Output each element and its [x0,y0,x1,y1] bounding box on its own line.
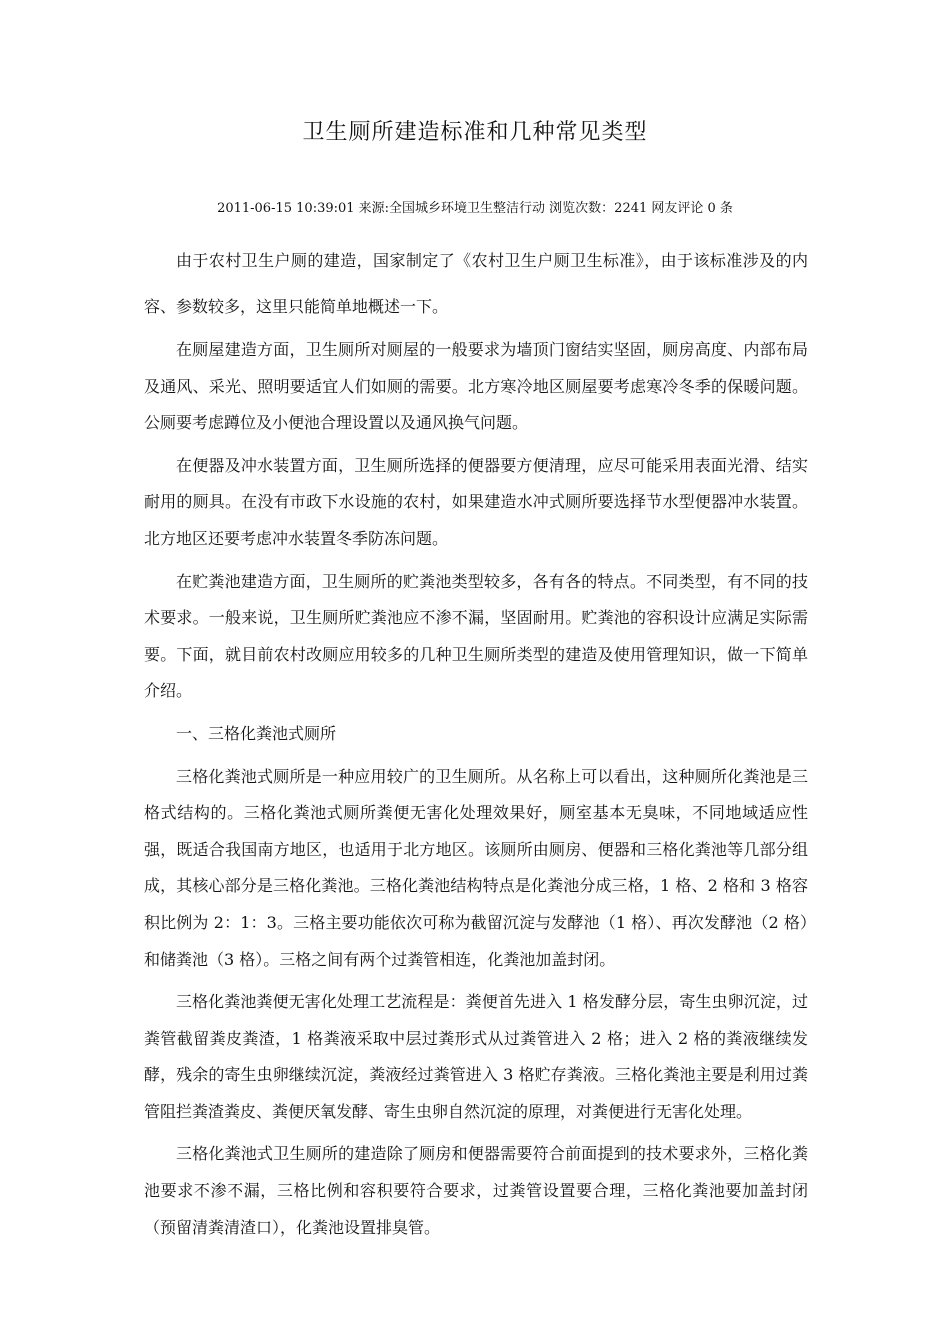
article-meta: 2011-06-15 10:39:01 来源:全国城乡环境卫生整洁行动 浏览次数：2241 网友评论 0 条 [217,201,733,216]
article-body [144,332,808,1246]
paragraph-storage-tank: 在贮粪池建造方面，卫生厕所的贮粪池类型较多，各有各的特点。不同类型，有不同的技术要求。一般来说，卫生厕所贮粪池应不渗不漏，坚固耐用。贮粪池的容积设计应满足实际需要。下面，就目前农村改厕应用较多的几种卫生厕所类型的建造及使用管理知识，做一下简单介绍。 [144,571,808,701]
section-heading-three-compartment: 一、三格化粪池式厕所 [176,723,337,743]
paragraph-toilet-house: 在厕屋建造方面，卫生厕所对厕屋的一般要求为墙顶门窗结实坚固，厕房高度、内部布局及通风、采光、照明要适宜人们如厕的需要。北方寒冷地区厕屋要考虑寒冷冬季的保暖问题。公厕要考虑蹲位及小便池合理设置以及通风换气问题。 [144,340,808,433]
paragraph-intro: 由于农村卫生户厕的建造，国家制定了《农村卫生户厕卫生标准》，由于该标准涉及的内容、参数较多，这里只能简单地概述一下。 [144,251,808,316]
paragraph-treatment-process: 三格化粪池粪便无害化处理工艺流程是：粪便首先进入 1 格发酵分层，寄生虫卵沉淀，过粪管截留粪皮粪渣，1 格粪液采取中层过粪形式从过粪管进入 2 格；进入 2 格的粪液继续发酵，残余的寄生虫卵继续沉淀，粪液经过粪管进入 3 格贮存粪液。三格化粪池主要是利用过粪管阻拦粪渣粪皮、粪便厌氧发酵、寄生虫卵自然沉淀的原理，对粪便进行无害化处理。 [144,992,808,1121]
article-title: 卫生厕所建造标准和几种常见类型 [302,120,648,145]
paragraph-construction-requirements: 三格化粪池式卫生厕所的建造除了厕房和便器需要符合前面提到的技术要求外，三格化粪池要求不渗不漏，三格比例和容积要符合要求，过粪管设置要合理，三格化粪池要加盖封闭（预留清粪清渣口），化粪池设置排臭管。 [144,1144,808,1237]
paragraph-three-compartment-intro: 三格化粪池式厕所是一种应用较广的卫生厕所。从名称上可以看出，这种厕所化粪池是三格式结构的。三格化粪池式厕所粪便无害化处理效果好，厕室基本无臭味，不同地域适应性强，既适合我国南方地区，也适用于北方地区。该厕所由厕房、便器和三格化粪池等几部分组成，其核心部分是三格化粪池。三格化粪池结构特点是化粪池分成三格，1 格、2 格和 3 格容积比例为 2：1：3。三格主要功能依次可称为截留沉淀与发酵池（1 格）、再次发酵池（2 格）和储粪池（3 格）。三格之间有两个过粪管相连，化粪池加盖封闭。 [144,766,808,969]
paragraph-fixtures: 在便器及冲水装置方面，卫生厕所选择的便器要方便清理，应尽可能采用表面光滑、结实耐用的厕具。在没有市政下水设施的农村，如果建造水冲式厕所要选择节水型便器冲水装置。北方地区还要考虑冲水装置冬季防冻问题。 [144,455,808,548]
article-intro [144,238,808,330]
